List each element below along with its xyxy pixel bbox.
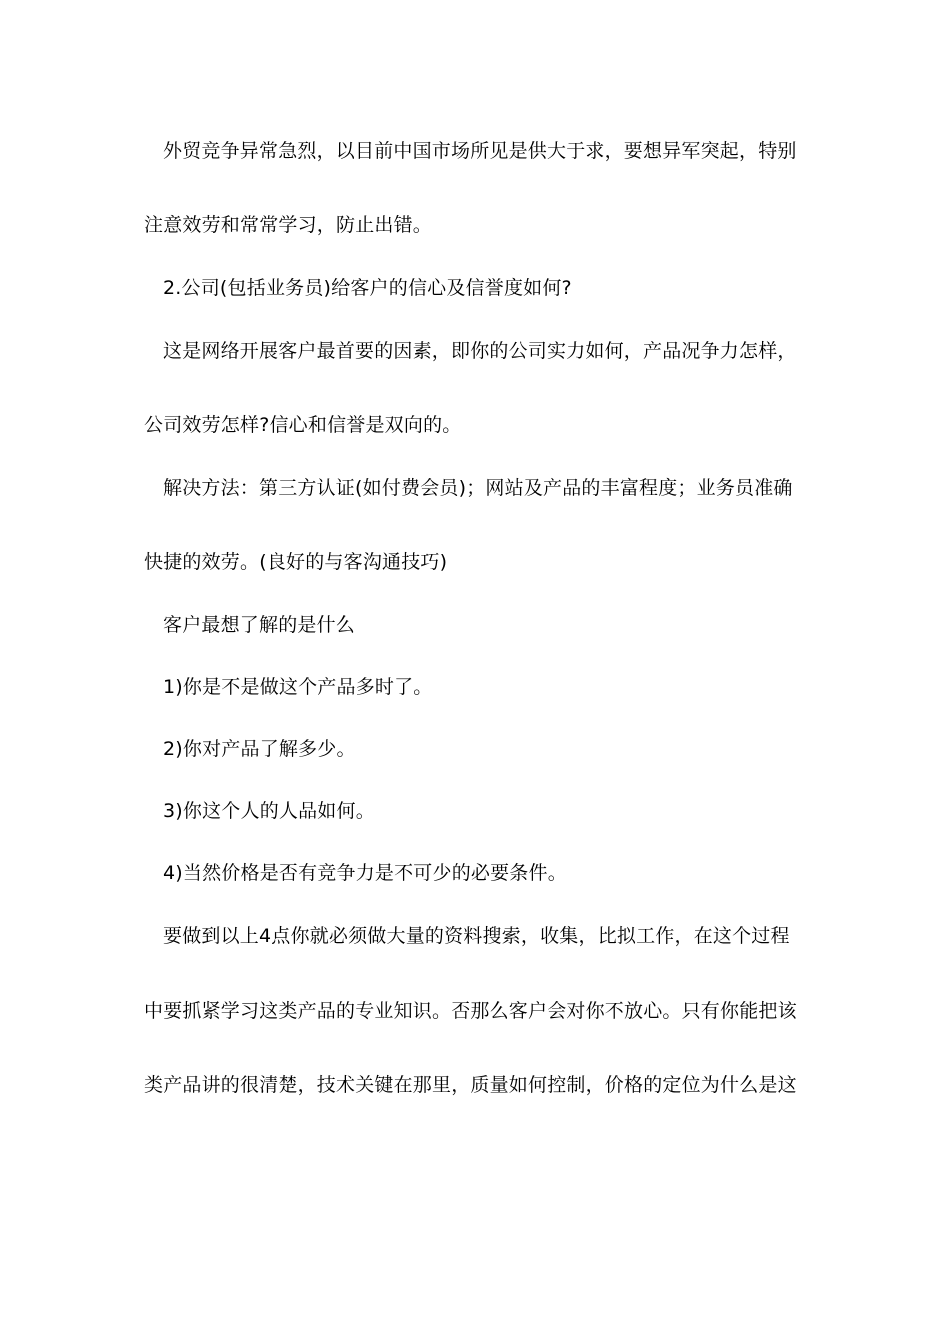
paragraph-line: 解决方法：第三方认证(如付费会员)；网站及产品的丰富程度；业务员准确 (163, 477, 793, 499)
list-item: 2)你对产品了解多少。 (163, 738, 356, 760)
paragraph-line: 外贸竞争异常急烈，以目前中国市场所见是供大于求，要想异军突起，特别 (163, 140, 797, 162)
list-item: 4)当然价格是否有竞争力是不可少的必要条件。 (163, 862, 567, 884)
paragraph-line: 公司效劳怎样?信心和信誉是双向的。 (144, 414, 462, 436)
paragraph-line: 这是网络开展客户最首要的因素，即你的公司实力如何，产品况争力怎样， (163, 340, 797, 362)
section-heading: 2.公司(包括业务员)给客户的信心及信誉度如何? (163, 277, 572, 299)
paragraph-line: 快捷的效劳。(良好的与客沟通技巧) (144, 551, 448, 573)
paragraph-line: 注意效劳和常常学习，防止出错。 (144, 214, 433, 236)
paragraph-line: 要做到以上4点你就必须做大量的资料搜索，收集，比拟工作，在这个过程 (163, 925, 790, 947)
subheading: 客户最想了解的是什么 (163, 614, 356, 636)
paragraph-line: 中要抓紧学习这类产品的专业知识。否那么客户会对你不放心。只有你能把该 (144, 1000, 797, 1022)
list-item: 1)你是不是做这个产品多时了。 (163, 676, 433, 698)
list-item: 3)你这个人的人品如何。 (163, 800, 375, 822)
paragraph-line: 类产品讲的很清楚，技术关键在那里，质量如何控制，价格的定位为什么是这 (144, 1074, 797, 1096)
